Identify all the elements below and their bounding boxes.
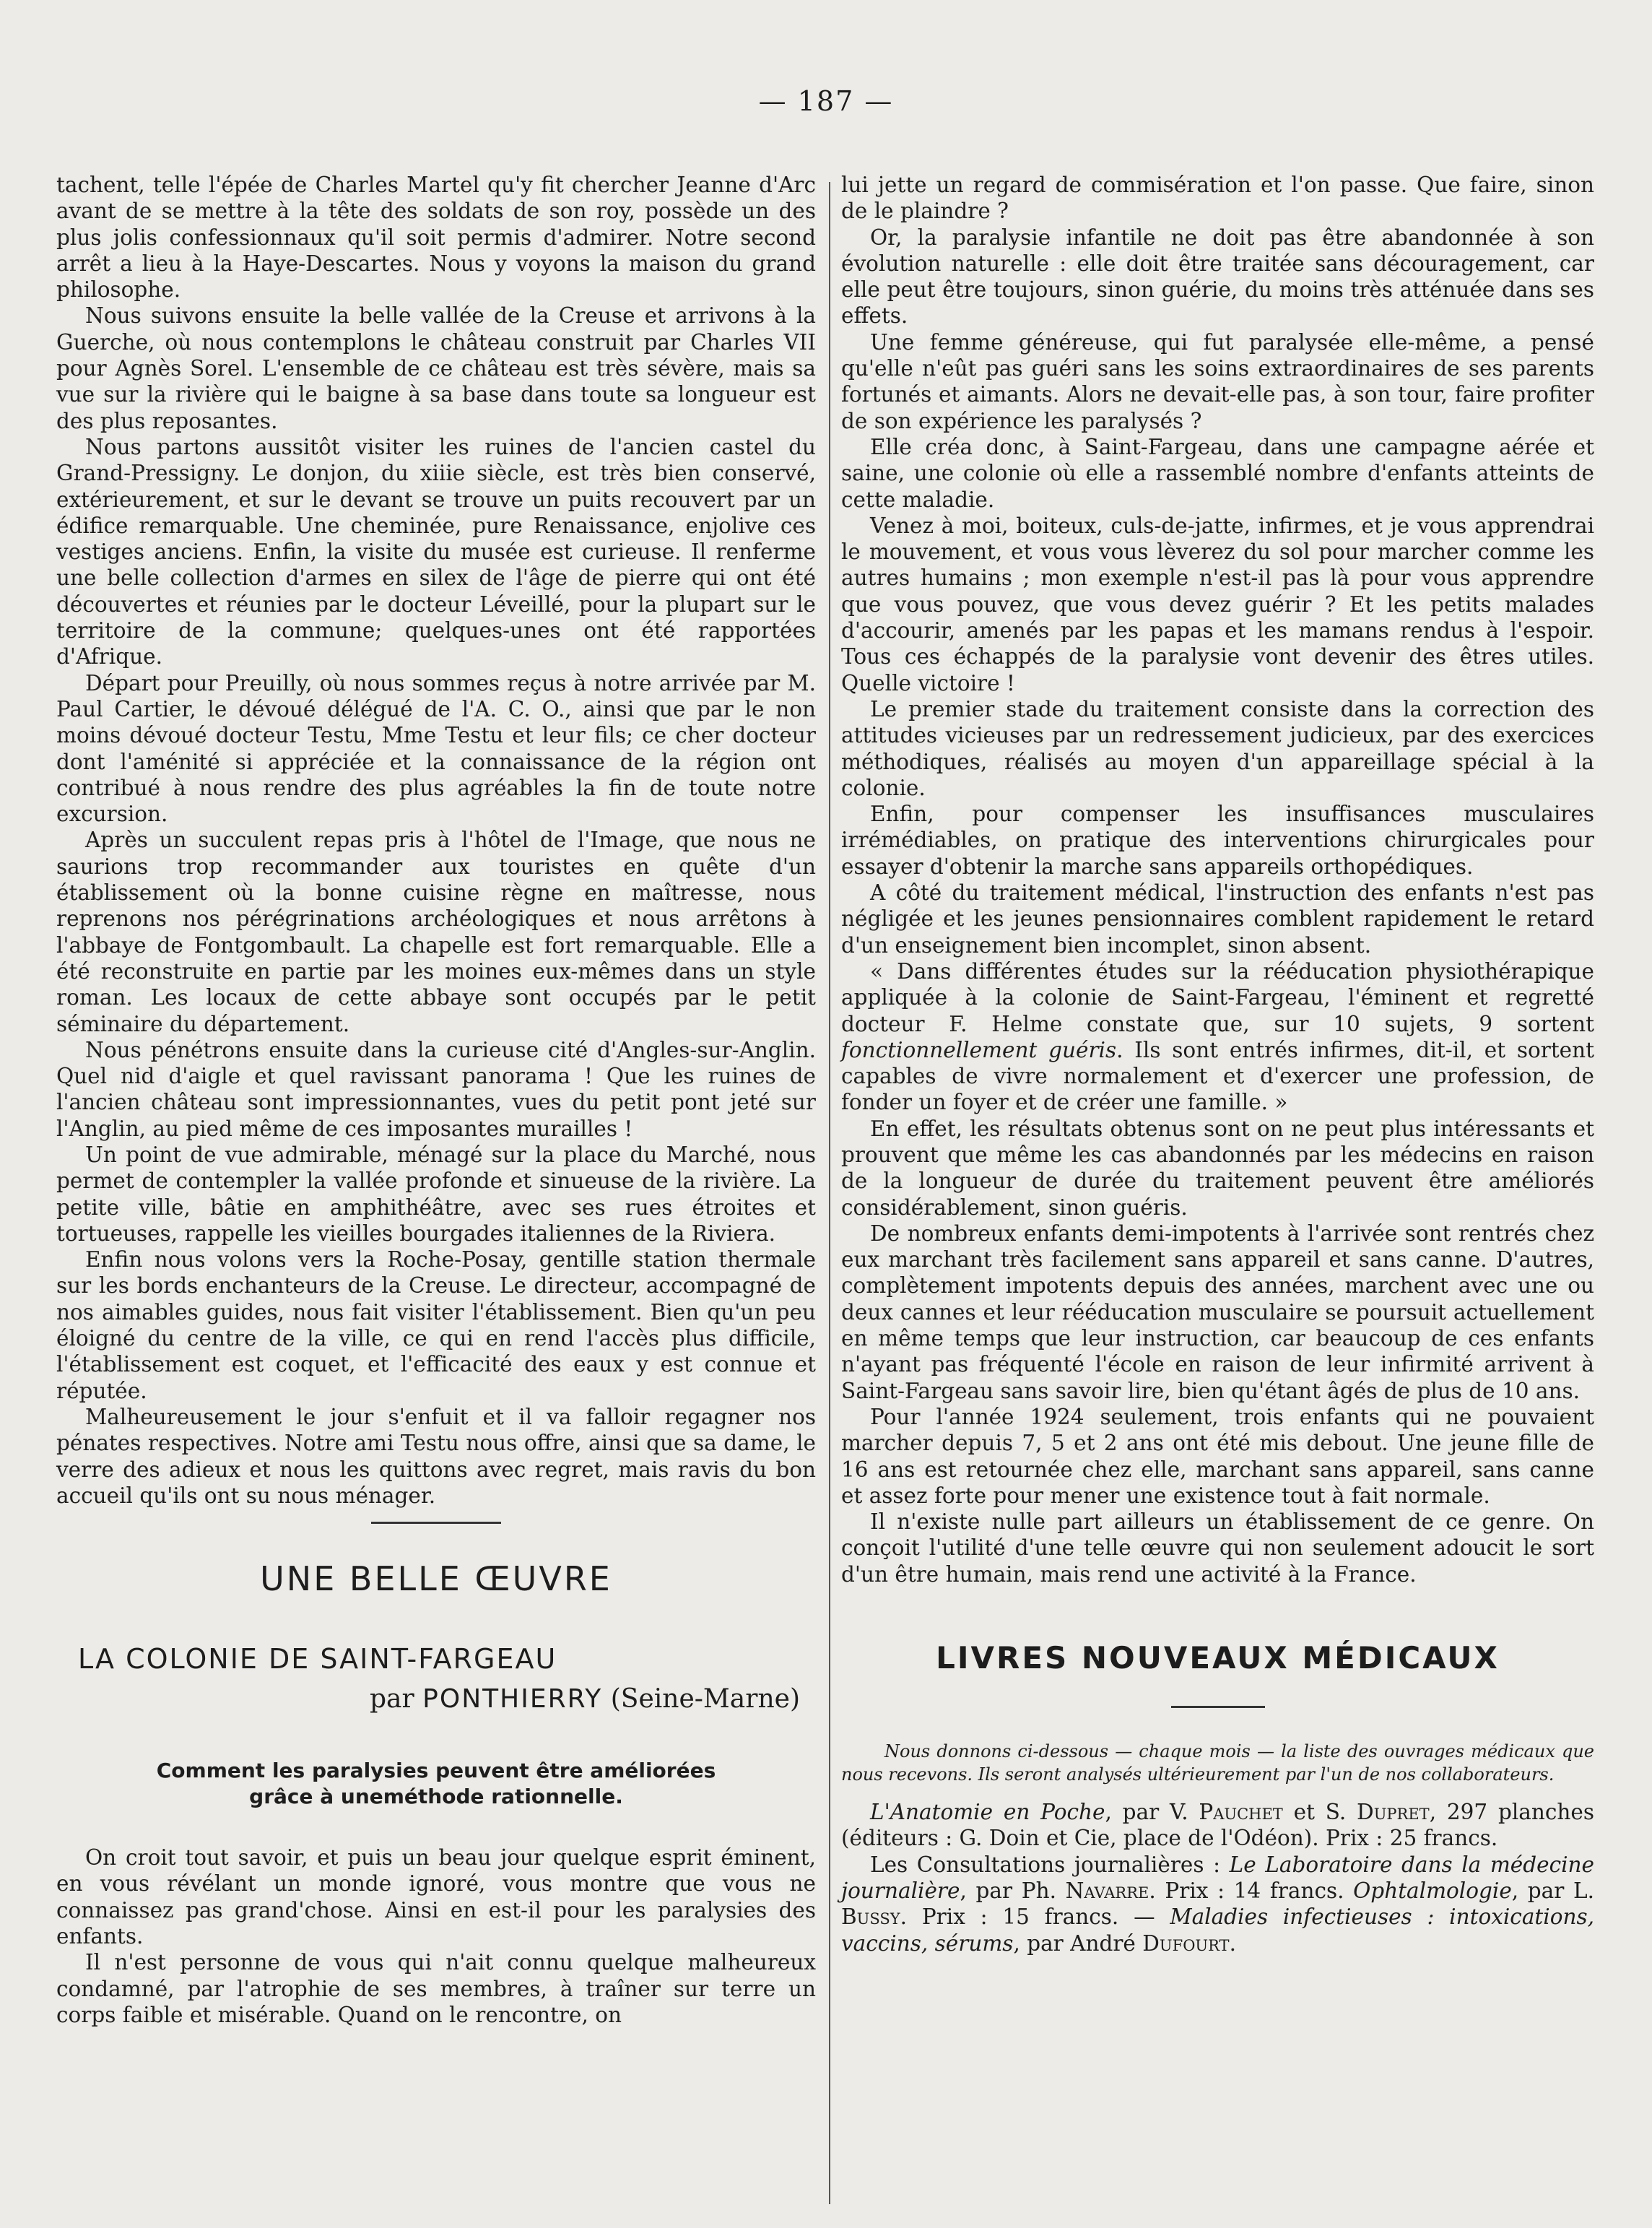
paragraph: Nous pénétrons ensuite dans la curieuse cité d'Angles-sur-Anglin. Quel nid d'aigle et quel ravissant panorama ! Que les ruines de l'ancien château sont impressionnantes, vues du petit pont jeté sur l'Anglin, au pied même de ces imposantes murailles ! xyxy=(56,1037,816,1141)
column-divider xyxy=(829,182,830,2204)
paragraph: Malheureusement le jour s'enfuit et il va falloir regagner nos pénates respectives. Notre ami Testu nous offre, ainsi que sa dame, le verre des adieux et nous les quittons avec regret, mais ravis du bon accueil qu'ils ont su nous ménager. xyxy=(56,1404,816,1508)
paragraph: Elle créa donc, à Saint-Fargeau, dans une campagne aérée et saine, une colonie où elle a rassemblé nombre d'enfants atteints de cette maladie. xyxy=(841,434,1594,512)
paragraph: A côté du traitement médical, l'instruction des enfants n'est pas négligée et les jeunes pensionnaires comblent rapidement le retard d'un enseignement bien incomplet, sinon absent. xyxy=(841,880,1594,958)
left-column xyxy=(56,172,816,2028)
right-column xyxy=(841,172,1594,1956)
paragraph: Un point de vue admirable, ménagé sur la place du Marché, nous permet de contempler la vallée profonde et sinueuse de la rivière. La petite ville, bâtie en amphithéâtre, avec ses rues étroites et tortueuses, rappelle les vieilles bourgades italiennes de la Riviera. xyxy=(56,1142,816,1246)
book-text: , par V. xyxy=(1105,1800,1199,1825)
book-text: , par L. xyxy=(1511,1878,1594,1903)
paragraph: Après un succulent repas pris à l'hôtel de l'Image, que nous ne saurions trop recommander aux touristes en quête d'un établissement où la bonne cuisine règne en maîtresse, nous reprenons nos pérégrinations archéologiques et nous arrêtons à l'abbaye de Fontgombault. La chapelle est fort remarquable. Elle a été reconstruite en partie par les moines eux-mêmes dans un style roman. Les locaux de cette abbaye sont occupés par le petit séminaire du département. xyxy=(56,828,816,1036)
book-author: Dupret xyxy=(1357,1800,1430,1825)
book-text: et S. xyxy=(1282,1800,1357,1825)
article-deck-line: grâce à uneméthode rationnelle. xyxy=(249,1785,623,1809)
book-entry xyxy=(841,1852,1594,1956)
quote-emphasis: fonctionnellement guéris xyxy=(841,1037,1117,1062)
book-author: Dufourt xyxy=(1142,1930,1230,1956)
quote-text: . Ils sont entrés infirmes, dit-il, et sortent capables de vivre normalement et d'exercer une profession, de fonder un foyer et de créer une famille. » xyxy=(841,1037,1594,1115)
books-intro: Nous donnons ci-dessous — chaque mois — la liste des ouvrages médicaux que nous recevons. Ils seront analysés ultérieurement par l'un de nos collaborateurs. xyxy=(841,1741,1594,1785)
book-text: . Prix : 15 francs. — xyxy=(900,1904,1170,1930)
book-text: Les Consultations journalières : xyxy=(870,1852,1230,1877)
quote-text: « Dans différentes études sur la rééducation physiothérapique appliquée à la colonie de Saint-Fargeau, l'éminent et regretté docteur F. Helme constate que, sur 10 sujets, 9 sortent xyxy=(841,958,1594,1036)
paragraph: Pour l'année 1924 seulement, trois enfants qui ne pouvaient marcher depuis 7, 5 et 2 ans ont été mis debout. Une jeune fille de 16 ans est retournée chez elle, marchant sans appareil, sans canne et assez forte pour mener une existence tout à fait normale. xyxy=(841,1404,1594,1508)
paragraph: De nombreux enfants demi-impotents à l'arrivée sont rentrés chez eux marchant très facilement sans appareil et sans canne. D'autres, complètement impotents depuis des années, marchent avec une ou deux cannes et leur rééducation musculaire se poursuit actuellement en même temps que leur instruction, car beaucoup de ces enfants n'ayant pas fréquenté l'école en raison de leur infirmité arrivent à Saint-Fargeau sans savoir lire, bien qu'étant âgés de plus de 10 ans. xyxy=(841,1221,1594,1403)
paragraph: Nous partons aussitôt visiter les ruines de l'ancien castel du Grand-Pressigny. Le donjon, du xiiie siècle, est très bien conservé, extérieurement, et sur le devant se trouve un puits recouvert par un édifice remarquable. Une cheminée, pure Renaissance, enjolive ces vestiges anciens. Enfin, la visite du musée est curieuse. Il renferme une belle collection d'armes en silex de l'âge de pierre qui ont été découvertes et réunies par le docteur Léveillé, pour la plupart sur le territoire de la commune; quelques-unes ont été rapportées d'Afrique. xyxy=(56,434,816,669)
books-section-title: LIVRES NOUVEAUX MÉDICAUX xyxy=(936,1640,1500,1676)
byline-region: (Seine-Marne) xyxy=(610,1684,800,1715)
paragraph: Venez à moi, boiteux, culs-de-jatte, infirmes, et je vous apprendrai le mouvement, et vous vous lèverez du sol pour marcher comme les autres humains ; mon exemple n'est-il pas là pour vous apprendre que vous pouvez, que vous devez guérir ? Et les petits malades d'accourir, amenés par les papas et les mamans rendus à l'espoir. Tous ces échappés de la paralysie vont devenir des êtres utiles. Quelle victoire ! xyxy=(841,513,1594,695)
book-author: Navarre xyxy=(1065,1878,1149,1903)
paragraph: On croit tout savoir, et puis un beau jour quelque esprit éminent, en vous révélant un monde ignoré, vous montre que vous ne connaissez pas grand'chose. Ainsi en est-il pour les paralysies des enfants. xyxy=(56,1845,816,1949)
book-title: Le Laboratoire dans la médecine journalière xyxy=(841,1852,1595,1903)
paragraph: Or, la paralysie infantile ne doit pas être abandonnée à son évolution naturelle : elle doit être traitée sans découragement, car elle peut être toujours, sinon guérie, du moins très atténuée dans ses effets. xyxy=(841,225,1594,329)
book-text: , par André xyxy=(1013,1930,1143,1956)
paragraph: Départ pour Preuilly, où nous sommes reçus à notre arrivée par M. Paul Cartier, le dévoué délégué de l'A. C. O., ainsi que par le non moins dévoué docteur Testu, Mme Testu et leur fils; ce cher docteur dont l'aménité si appréciée et la connaissance de la région ont contribué à nous rendre des plus agréables la fin de toute notre excursion. xyxy=(56,670,816,827)
paragraph: tachent, telle l'épée de Charles Martel qu'y fit chercher Jeanne d'Arc avant de se mettre à la tête des soldats de son roy, possède un des plus jolis confessionnaux qu'il soit permis d'admirer. Notre second arrêt a lieu à la Haye-Descartes. Nous y voyons la maison du grand philosophe. xyxy=(56,173,816,303)
book-entry xyxy=(841,1799,1594,1852)
paragraph: En effet, les résultats obtenus sont on ne peut plus intéressants et prouvent que même les cas abandonnés par les médecins en raison de la longueur de durée du traitement peuvent être améliorés considérablement, sinon guéris. xyxy=(841,1116,1594,1220)
book-text: . Prix : 14 francs. xyxy=(1149,1878,1354,1903)
article-deck-line: Comment les paralysies peuvent être améliorées xyxy=(156,1759,716,1783)
article-subtitle: LA COLONIE DE SAINT-FARGEAU xyxy=(78,1643,557,1676)
paragraph: Enfin nous volons vers la Roche-Posay, gentille station thermale sur les bords enchanteurs de la Creuse. Le directeur, accompagné de nos aimables guides, nous fait visiter l'établissement. Bien qu'un peu éloigné du centre de la ville, ce qui en rend l'accès plus difficile, l'établissement est coquet, et l'efficacité des eaux y est connue et réputée. xyxy=(56,1247,816,1403)
book-author: Pauchet xyxy=(1199,1800,1283,1825)
page-number: — 187 — xyxy=(758,85,894,117)
book-text: , par Ph. xyxy=(960,1878,1066,1903)
paragraph: Il n'est personne de vous qui n'ait connu quelque malheureux condamné, par l'atrophie de ses membres, à traîner sur terre un corps faible et misérable. Quand on le rencontre, on xyxy=(56,1950,816,2027)
book-title: L'Anatomie en Poche xyxy=(870,1800,1105,1825)
byline-place: PONTHIERRY xyxy=(422,1684,603,1715)
article-deck xyxy=(56,1758,816,1810)
paragraph: Enfin, pour compenser les insuffisances musculaires irrémédiables, on pratique des interventions chirurgicales pour essayer d'obtenir la marche sans appareils orthopédiques. xyxy=(841,802,1594,879)
byline-par: par xyxy=(370,1684,414,1715)
book-text: . xyxy=(1229,1930,1236,1956)
section-rule xyxy=(1171,1706,1265,1708)
paragraph: Nous suivons ensuite la belle vallée de la Creuse et arrivons à la Guerche, où nous contemplons le château construit par Charles VII pour Agnès Sorel. L'ensemble de ce château est très sévère, mais sa vue sur la rivière qui le baigne à sa base dans toute sa longueur est des plus reposantes. xyxy=(56,303,816,433)
paragraph: Le premier stade du traitement consiste dans la correction des attitudes vicieuses par un redressement judicieux, par des exercices méthodiques, réalisés au moyen d'un appareillage spécial à la colonie. xyxy=(841,696,1594,800)
book-author: Bussy xyxy=(841,1904,900,1930)
book-text: , 297 planches (éditeurs : G. Doin et Cie, place de l'Odéon). Prix : 25 francs. xyxy=(841,1800,1594,1851)
paragraph: Il n'existe nulle part ailleurs un établissement de ce genre. On conçoit l'utilité d'une telle œuvre qui non seulement adoucit le sort d'un être humain, mais rend une activité à la France. xyxy=(841,1509,1594,1587)
book-title: Ophtalmologie xyxy=(1353,1878,1512,1903)
paragraph: Une femme généreuse, qui fut paralysée elle-même, a pensé qu'elle n'eût pas guéri sans les soins extraordinaires de ses parents fortunés et aimants. Alors ne devait-elle pas, à son tour, faire profiter de son expérience les paralysés ? xyxy=(841,329,1594,433)
article-title: UNE BELLE ŒUVRE xyxy=(260,1559,612,1599)
quote-paragraph xyxy=(841,958,1594,1116)
section-rule xyxy=(371,1522,501,1524)
book-title: Maladies infectieuses : intoxications, vaccins, sérums xyxy=(841,1904,1594,1956)
article-byline xyxy=(56,1683,800,1716)
paragraph: lui jette un regard de commisération et l'on passe. Que faire, sinon de le plaindre ? xyxy=(841,173,1594,224)
